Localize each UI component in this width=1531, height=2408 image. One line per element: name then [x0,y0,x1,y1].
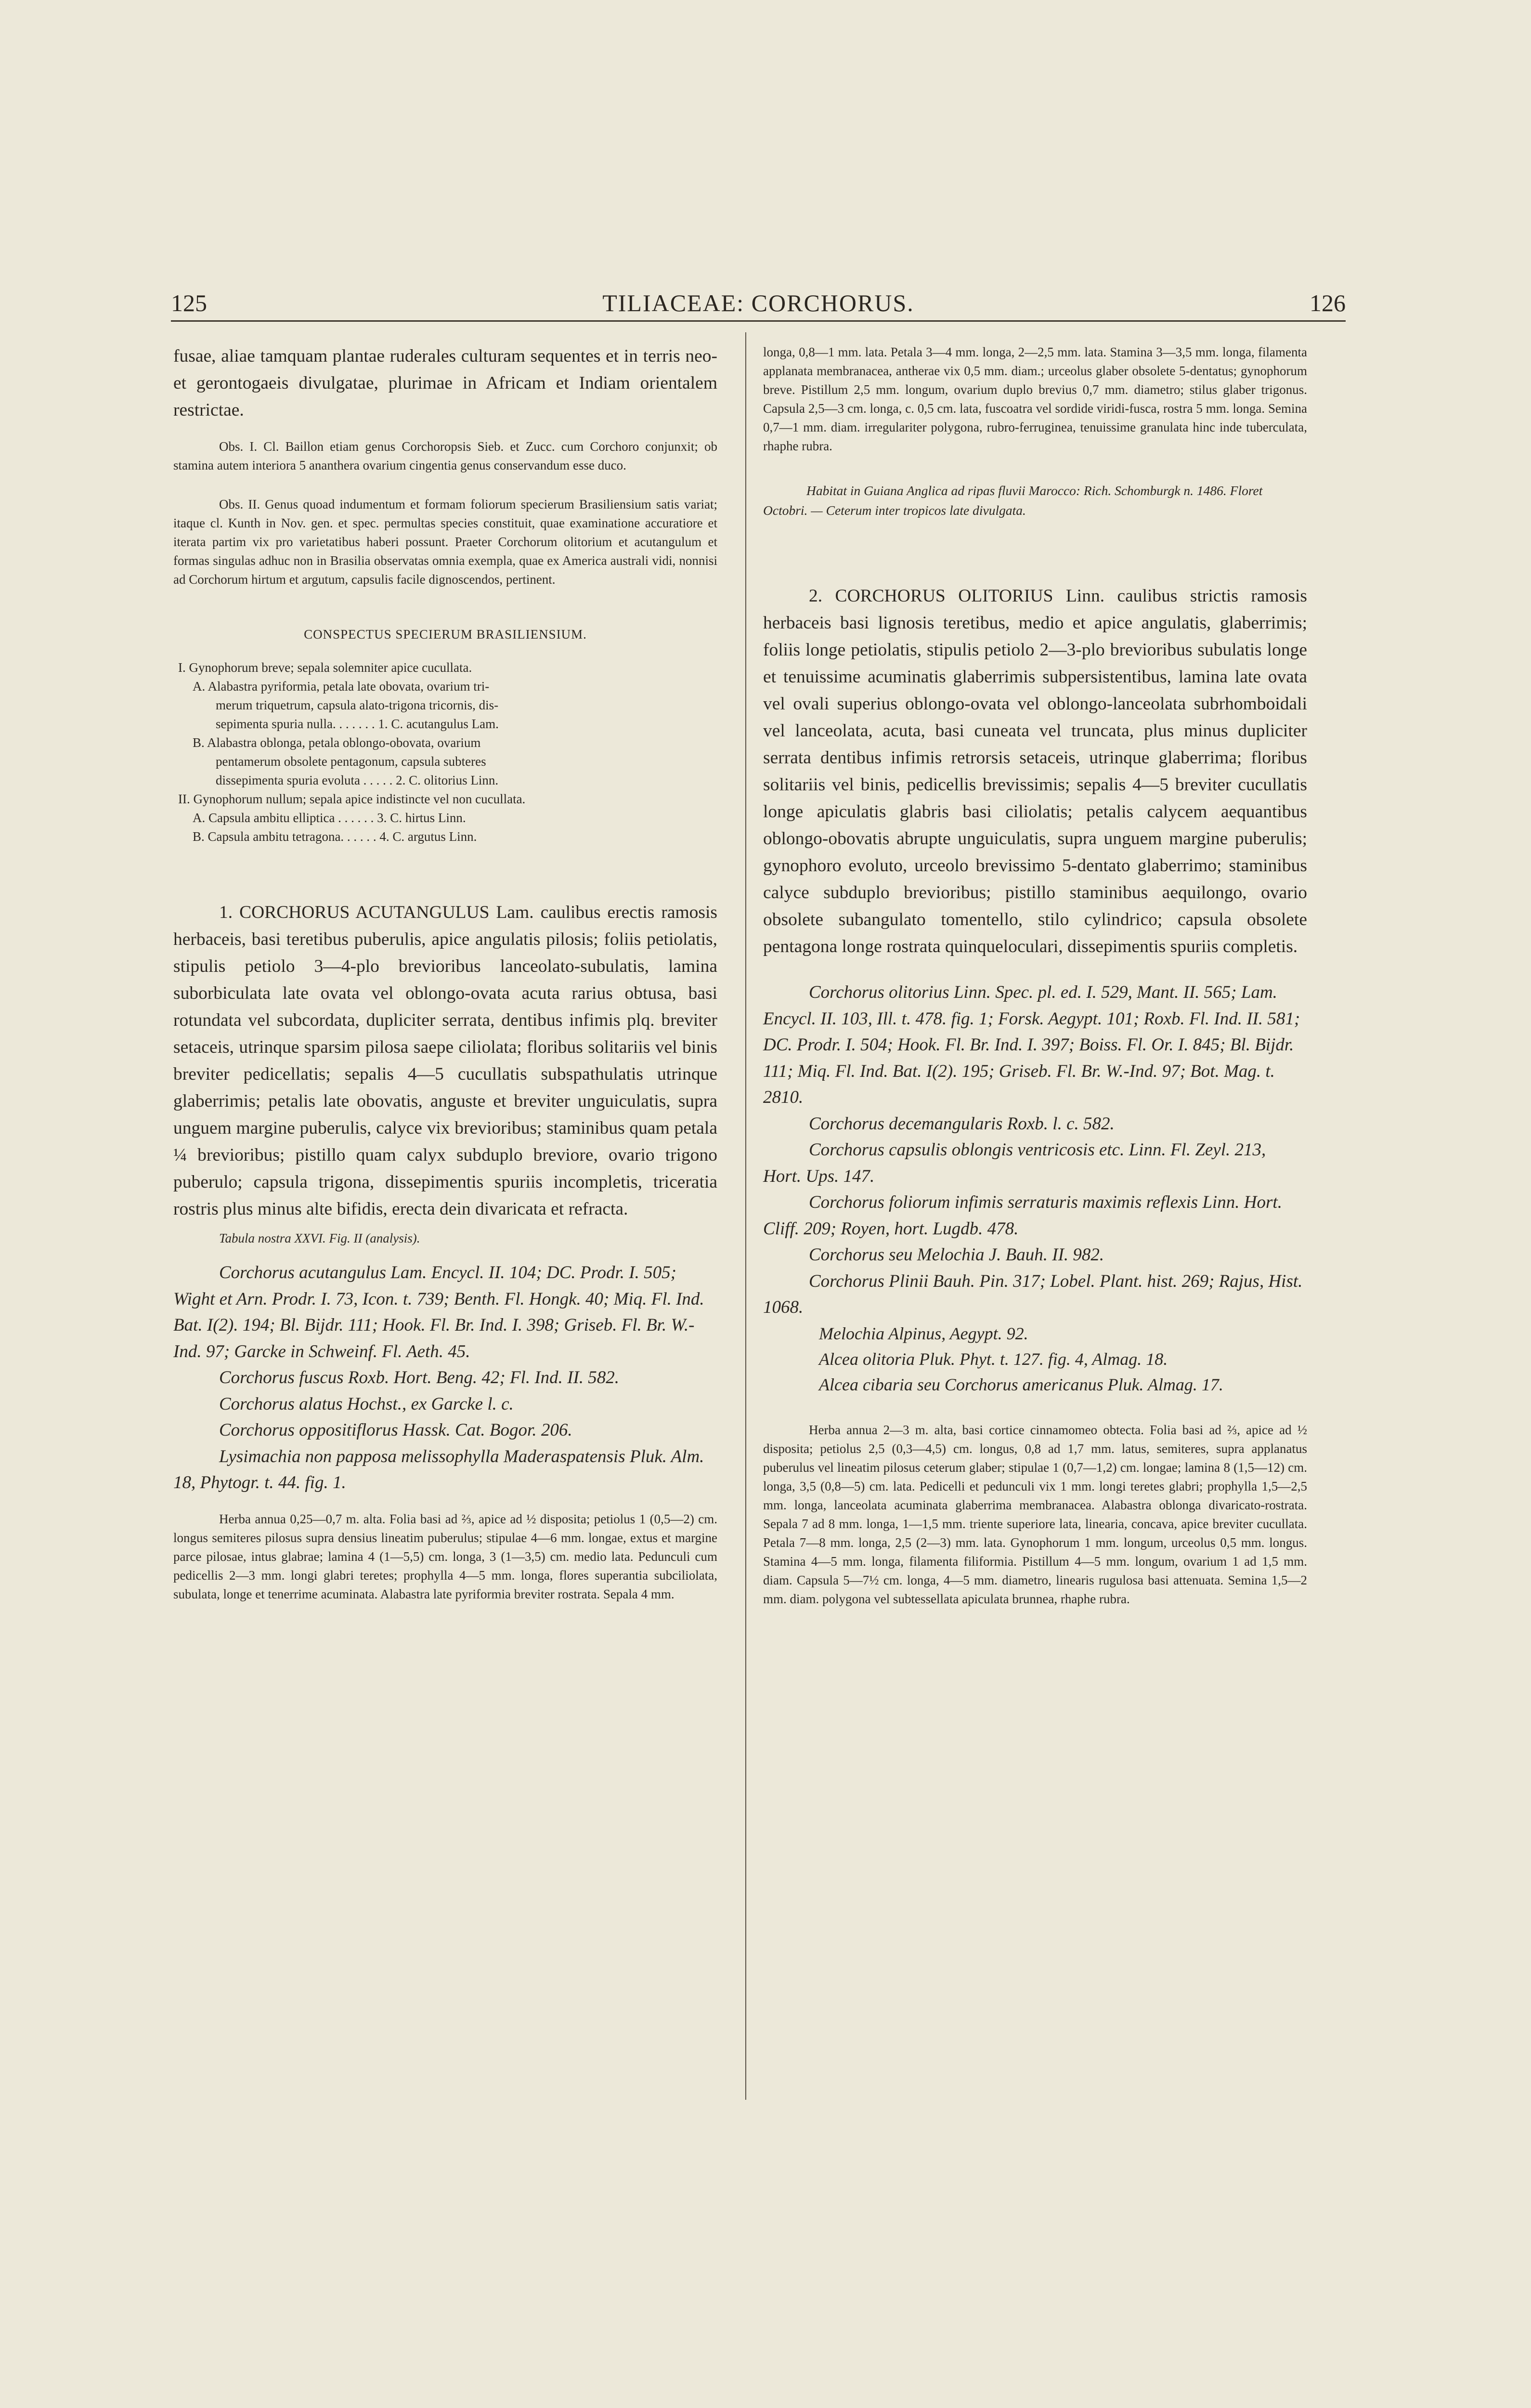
synonym-reference: Corchorus decemangularis Roxb. l. c. 582. [809,1113,1115,1134]
key-line: merum triquetrum, capsula alato-trigona tricornis, dis- [216,698,499,712]
intro-paragraph: fusae, aliae tamquam plantae ruderales culturam sequentes et in terris neo- et gerontogaeis divulgatae, plurimae in Africam et Indiam orientalem restrictae. [173,346,717,420]
header-rule [171,320,1346,322]
species-2-name: 2. CORCHORUS OLITORIUS Linn. [809,586,1105,606]
key-line: sepimenta spuria nulla. . . . . . . 1. C. acutangulus Lam. [216,717,499,731]
left-column [173,343,717,1604]
key-line: A. Capsula ambitu elliptica . . . . . . 3. C. hirtus Linn. [193,811,466,825]
observation-2: Obs. II. Genus quoad indumentum et formam foliorum specierum Brasiliensium satis variat; itaque cl. Kunth in Nov. gen. et spec. permultas species constituit, quae examinatione accuratiore et iterata partim vix pro varietatibus haberi possunt. Praeter Corchorum olitorium et acutangulum et formas singulas adhuc non in Brasilia observatas omnia exempla, quae ex America australi vidi, nonnisi ad Corchorum hirtum et argutum, capsulis facile dignoscendos, pertinent. [173,497,717,587]
species-2-herba: Herba annua 2—3 m. alta, basi cortice cinnamomeo obtecta. Folia basi ad ⅔, apice ad ½ disposita; petiolus 2,5 (0,3—4,5) cm. longus, 0,8 ad 1,7 mm. latus, semiteres, supra applanatus puberulus vel lineatim pilosus ceterum glaber; stipulae 1 (0,7—1,2) cm. longae; lamina 8 (1,5—12) cm. longa, 3,5 (0,8—5) cm. lata. Pedicelli et pedunculi vix 1 mm. longi teretes glabri; prophylla 1,5—2,5 mm. longa, lanceolata acuminata glaberrima membranacea. Alabastra oblonga divaricato-rostrata. Sepala 7 ad 8 mm. longa, 1—1,5 mm. triente superiore lata, linearia, concava, apice breviter cucullata. Petala 7—8 mm. longa, 2,5 (2—3) mm. lata. Gynophorum 1 mm. longum, urceolus 0,5 mm. longus. Stamina 4—5 mm. longa, filamenta filiformia. Pistillum 4—5 mm. longum, ovarium 1 ad 1,5 mm. diam. Capsula 5—7½ cm. longa, 4—5 mm. diametro, linearis rugulosa basi attenuata. Semina 1,5—2 mm. diam. polygona vel subtessellata apiculata brunnea, rhaphe rubra. [763,1422,1307,1606]
page-header [171,289,1346,327]
synonym-reference: Corchorus Plinii Bauh. Pin. 317; Lobel. Plant. hist. 269; Rajus, Hist. 1068. [763,1271,1303,1317]
key-line: dissepimenta spuria evoluta . . . . . 2. C. olitorius Linn. [216,773,499,787]
synonym-reference: Lysimachia non papposa melissophylla Maderaspatensis Pluk. Alm. 18, Phytogr. t. 44. fig. 1. [173,1446,704,1492]
species-1-name: 1. CORCHORUS ACUTANGULUS Lam. [219,903,534,922]
page-number-left: 125 [171,289,207,316]
species-1-continuation: longa, 0,8—1 mm. lata. Petala 3—4 mm. longa, 2—2,5 mm. lata. Stamina 3—3,5 mm. longa, filamenta applanata membranacea, antherae vix 0,5 mm. diam.; urceolus glaber obsolete 5-dentatus; gynophorum breve. Pistillum 2,5 mm. longum, ovarium duplo brevius 0,7 mm. diametro; stilus glaber trigonus. Capsula 2,5—3 cm. longa, c. 0,5 cm. lata, fuscoatra vel sordide viridi-fusca, rostra 5 mm. longa. Semina 0,7—1 mm. diam. irregulariter polygona, rubro-ferruginea, tenuissime granulata hinc inde tuberculata, rhaphe rubra. [763,345,1307,453]
species-1-synonyms [173,1260,717,1496]
synonym-reference: Corchorus seu Melochia J. Bauh. II. 982. [809,1245,1104,1265]
synonym-reference: Corchorus capsulis oblongis ventricosis etc. Linn. Fl. Zeyl. 213, Hort. Ups. 147. [763,1140,1266,1186]
key-line: B. Capsula ambitu tetragona. . . . . . 4. C. argutus Linn. [193,829,477,844]
key-line: A. Alabastra pyriformia, petala late obovata, ovarium tri- [193,679,490,694]
running-title: TILIACEAE: CORCHORUS. [602,289,914,316]
right-column [763,343,1307,1609]
species-1-text: caulibus erectis ramosis herbaceis, basi teretibus puberulis, apice angulatis pilosis; foliis petiolatis, stipulis petiolo 3—4-plo brevioribus lanceolato-subulatis, lamina suborbiculata late ovata vel oblongo-ovata acuta rarius obtusa, basi rotundata vel subcordata, dupliciter serrata, dentibus infimis plq. breviter setaceis, utrinque sparsim pilosa saepe ciliolata; floribus solitariis vel binis breviter pedicellatis; sepalis 4—5 cucullatis subspathulatis utrinque glaberrimis; petalis late obovatis, anguste et breviter unguiculatis, supra unguem margine puberulis, calyce vix brevioribus; staminibus quam petala ¼ brevioribus; pistillo quam calyx subduplo breviore, ovario trigono puberulo; capsula trigona, dissepimentis spuriis incompletis, triceratia rostris plus minus alte bifidis, erecta dein divaricata et refracta. [173,903,717,1219]
synonym-reference: Corchorus acutangulus Lam. Encycl. II. 104; DC. Prodr. I. 505; Wight et Arn. Prodr. I. 73, Icon. t. 739; Benth. Fl. Hongk. 40; Miq. Fl. Ind. Bat. I(2). 194; Bl. Bijdr. 111; Hook. Fl. Br. Ind. I. 398; Griseb. Fl. Br. W.-Ind. 97; Garcke in Schweinf. Fl. Aeth. 45. [173,1263,704,1361]
species-key [173,658,717,846]
tabula-reference: Tabula nostra XXVI. Fig. II (analysis). [219,1231,420,1245]
synonym-reference: Corchorus oppositiflorus Hassk. Cat. Bogor. 206. [219,1420,572,1440]
key-line: pentamerum obsolete pentagonum, capsula subteres [216,754,486,769]
key-line: II. Gynophorum nullum; sepala apice indistincte vel non cucullata. [178,792,526,806]
synonym-reference: Corchorus alatus Hochst., ex Garcke l. c. [219,1394,514,1414]
column-divider [745,332,746,2100]
synonym-reference: Corchorus olitorius Linn. Spec. pl. ed. I. 529, Mant. II. 565; Lam. Encycl. II. 103, Ill. t. 478. fig. 1; Forsk. Aegypt. 101; Roxb. Fl. Ind. II. 581; DC. Prodr. I. 504; Hook. Fl. Br. Ind. I. 397; Boiss. Fl. Or. I. 845; Bl. Bijdr. 111; Miq. Fl. Ind. Bat. I(2). 195; Griseb. Fl. Br. W.-Ind. 97; Bot. Mag. t. 2810. [763,982,1300,1107]
page-number-right: 126 [1310,289,1346,316]
synonym-reference: Corchorus foliorum infimis serraturis maximis reflexis Linn. Hort. Cliff. 209; Royen, hort. Lugdb. 478. [763,1192,1282,1239]
synonym-reference: Corchorus fuscus Roxb. Hort. Beng. 42; Fl. Ind. II. 582. [219,1368,620,1387]
synonym-reference: Melochia Alpinus, Aegypt. 92. [819,1323,1028,1343]
species-2-description [763,583,1307,960]
species-1-herba: Herba annua 0,25—0,7 m. alta. Folia basi ad ⅔, apice ad ½ disposita; petiolus 1 (0,5—2) cm. longus semiteres pilosus supra densius lineatim puberulus; stipulae 4—6 mm. longae, extus et margine parce pilosae, intus glabrae; lamina 4 (1—5,5) cm. longa, 3 (1—3,5) cm. medio lata. Pedunculi cum pedicellis 2—3 mm. longi glabri teretes; prophylla 4—5 mm. longa, flores superantia subciliolata, subulata, longe et tenerrime acuminata. Alabastra late pyriformia breviter rostrata. Sepala 4 mm. [173,1511,717,1601]
species-1-description [173,899,717,1223]
synonym-reference: Alcea cibaria seu Corchorus americanus Pluk. Almag. 17. [819,1374,1223,1394]
key-line: B. Alabastra oblonga, petala oblongo-obovata, ovarium [193,735,481,750]
species-2-synonyms [763,980,1307,1398]
observation-1: Obs. I. Cl. Baillon etiam genus Corchoropsis Sieb. et Zucc. cum Corchoro conjunxit; ob stamina autem interiora 5 ananthera ovarium cingentia genus conservandum esse duco. [173,439,717,472]
synonym-reference: Alcea olitoria Pluk. Phyt. t. 127. fig. 4, Almag. 18. [819,1349,1168,1369]
species-2-text: caulibus strictis ramosis herbaceis basi lignosis teretibus, medio et apice angulatis, glaberrimis; foliis longe petiolatis, stipulis petiolo 2—3-plo brevioribus subulatis longe et tenuissime acuminatis glaberrimis subpersistentibus, lamina late ovata vel ovali superius oblongo-ovata vel oblongo-lanceolata subrhomboidali vel lanceolata, acuta, basi cuneata vel truncata, plus minus dupliciter serrata dentibus infimis retrorsis setaceis, utrinque glaberrima; floribus solitariis vel binis, pedicellis brevissimis; sepalis 4—5 breviter cucullatis longe apiculatis glabris basi ciliolatis; petalis calycem aequantibus oblongo-obovatis abrupte unguiculatis, supra unguem margine puberulis; gynophoro evoluto, urceolo brevissimo 5-dentato glaberrimo; staminibus calyce subduplo brevioribus; pistillo staminibus aequilongo, ovario obsolete subangulato tomentello, stilo cylindrico; capsula obsolete pentagona longe rostrata quinqueloculari, dissepimentis spuriis completis. [763,586,1308,956]
habitat-note: Habitat in Guiana Anglica ad ripas fluvii Marocco: Rich. Schomburgk n. 1486. Floret Octobri. — Ceterum inter tropicos late divulgata. [763,483,1263,518]
key-line: I. Gynophorum breve; sepala solemniter apice cucullata. [178,660,472,675]
conspectus-title: CONSPECTUS SPECIERUM BRASILIENSIUM. [304,627,587,641]
